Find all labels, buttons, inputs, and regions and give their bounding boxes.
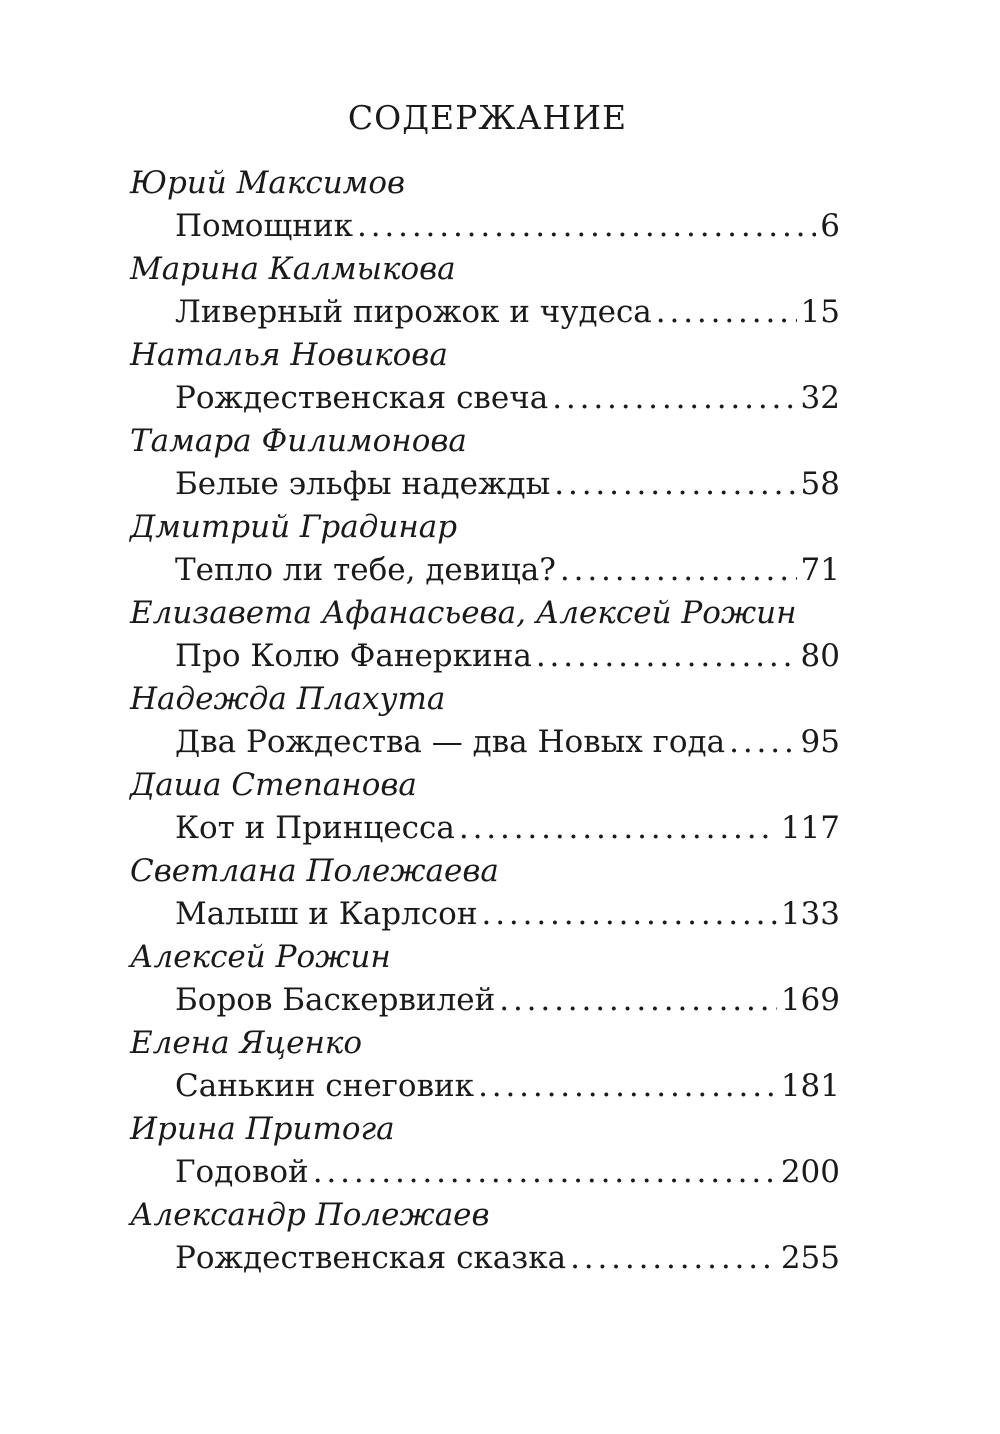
page-title: СОДЕРЖАНИЕ: [347, 98, 628, 137]
toc-author: Юрий Максимов: [130, 165, 406, 201]
toc-page-number: 181: [780, 1068, 840, 1104]
toc-story-title: Белые эльфы надежды: [175, 466, 551, 502]
table-of-contents: [130, 162, 840, 1280]
toc-author: Тамара Филимонова: [130, 423, 467, 459]
toc-author: Даша Степанова: [130, 767, 417, 803]
dot-leader: [729, 721, 796, 764]
toc-author: Наталья Новикова: [130, 337, 448, 373]
toc-story-line[interactable]: [175, 463, 840, 506]
dot-leader: [552, 377, 796, 420]
toc-story-title: Ливерный пирожок и чудеса: [175, 294, 652, 330]
toc-entry: [130, 850, 840, 936]
toc-story-line[interactable]: [175, 549, 840, 592]
toc-page-number: 117: [780, 810, 840, 846]
toc-page-number: 95: [800, 724, 840, 760]
dot-leader: [313, 1151, 777, 1194]
toc-story-title: Малыш и Карлсон: [175, 896, 478, 932]
toc-entry: [130, 506, 840, 592]
toc-author: Елена Яценко: [130, 1025, 363, 1061]
toc-entry: [130, 764, 840, 850]
toc-story-title: Тепло ли тебе, девица?: [175, 552, 556, 588]
dot-leader: [459, 807, 777, 850]
toc-story-title: Годовой: [175, 1154, 309, 1190]
toc-story-line[interactable]: [175, 205, 840, 248]
toc-entry: [130, 248, 840, 334]
toc-author: Алексей Рожин: [130, 939, 391, 975]
toc-page-number: 71: [800, 552, 840, 588]
toc-page-number: 80: [800, 638, 840, 674]
toc-author: Светлана Полежаева: [130, 853, 499, 889]
dot-leader: [357, 205, 816, 248]
toc-story-title: Два Рождества — два Новых года: [175, 724, 726, 760]
toc-story-line[interactable]: [175, 721, 840, 764]
toc-page-number: 15: [800, 294, 840, 330]
toc-story-line[interactable]: [175, 1237, 840, 1280]
toc-page-number: 58: [800, 466, 840, 502]
dot-leader: [554, 463, 796, 506]
toc-story-line[interactable]: [175, 807, 840, 850]
toc-story-line[interactable]: [175, 1065, 840, 1108]
toc-page-number: 255: [780, 1240, 840, 1276]
toc-entry: [130, 1108, 840, 1194]
toc-entry: [130, 420, 840, 506]
toc-story-title: Про Колю Фанеркина: [175, 638, 532, 674]
toc-entry: [130, 162, 840, 248]
toc-entry: [130, 1194, 840, 1280]
dot-leader: [499, 979, 777, 1022]
toc-story-title: Боров Баскервилей: [175, 982, 496, 1018]
toc-story-title: Помощник: [175, 208, 353, 244]
toc-story-line[interactable]: [175, 893, 840, 936]
dot-leader: [570, 1237, 777, 1280]
toc-story-line[interactable]: [175, 635, 840, 678]
toc-story-title: Кот и Принцесса: [175, 810, 455, 846]
dot-leader: [478, 1065, 777, 1108]
toc-story-line[interactable]: [175, 291, 840, 334]
toc-entry: [130, 1022, 840, 1108]
toc-page-number: 200: [780, 1154, 840, 1190]
toc-story-line[interactable]: [175, 979, 840, 1022]
toc-entry: [130, 592, 840, 678]
toc-page-number: 133: [780, 896, 840, 932]
toc-author: Надежда Плахута: [130, 681, 446, 717]
toc-author: Ирина Притога: [130, 1111, 395, 1147]
toc-story-line[interactable]: [175, 1151, 840, 1194]
toc-story-title: Рождественская сказка: [175, 1240, 567, 1276]
dot-leader: [536, 635, 797, 678]
toc-author: Дмитрий Градинар: [130, 509, 458, 545]
dot-leader: [656, 291, 797, 334]
toc-page-number: 32: [800, 380, 840, 416]
dot-leader: [560, 549, 797, 592]
toc-story-title: Рождественская свеча: [175, 380, 549, 416]
toc-page-number: 6: [820, 208, 840, 244]
toc-author: Елизавета Афанасьева, Алексей Рожин: [130, 595, 797, 631]
toc-author: Александр Полежаев: [130, 1197, 490, 1233]
toc-story-line[interactable]: [175, 377, 840, 420]
toc-entry: [130, 678, 840, 764]
toc-story-title: Санькин снеговик: [175, 1068, 475, 1104]
toc-page-number: 169: [780, 982, 840, 1018]
toc-author: Марина Калмыкова: [130, 251, 456, 287]
toc-entry: [130, 334, 840, 420]
dot-leader: [481, 893, 776, 936]
toc-entry: [130, 936, 840, 1022]
